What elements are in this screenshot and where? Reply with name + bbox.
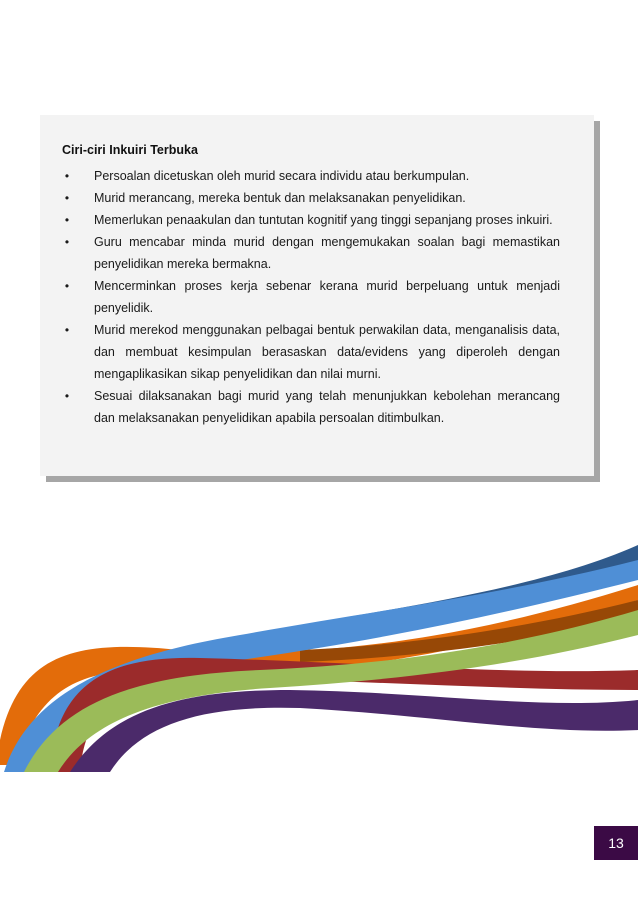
bullet-icon: • [64,279,70,293]
list-item-text: Memerlukan penaakulan dan tuntutan kognitif yang tinggi sepanjang proses inkuiri. [94,213,553,227]
list-item [62,165,560,187]
list-item [62,187,560,209]
list-item [62,209,560,231]
list-item [62,319,560,385]
list-item [62,275,560,319]
list-item [62,385,560,429]
bullet-icon: • [64,323,70,337]
bullet-list [62,165,560,429]
bullet-icon: • [64,169,70,183]
list-item-text: Guru mencabar minda murid dengan mengemukakan soalan bagi memastikan penyelidikan mereka bermakna. [94,235,560,271]
list-item-text: Persoalan dicetuskan oleh murid secara individu atau berkumpulan. [94,169,470,183]
list-item-text: Sesuai dilaksanakan bagi murid yang telah menunjukkan kebolehan merancang dan melaksanakan penyelidikan apabila persoalan ditimbulkan. [94,389,560,425]
bullet-icon: • [64,191,70,205]
bullet-icon: • [64,235,70,249]
list-item-text: Mencerminkan proses kerja sebenar kerana murid berpeluang untuk menjadi penyelidik. [94,279,560,315]
content-box [40,115,594,476]
decorative-ribbons [0,540,638,780]
box-title: Ciri-ciri Inkuiri Terbuka [62,143,198,157]
list-item [62,231,560,275]
page-number: 13 [594,826,638,860]
list-item-text: Murid merancang, mereka bentuk dan melaksanakan penyelidikan. [94,191,466,205]
list-item-text: Murid merekod menggunakan pelbagai bentuk perwakilan data, menganalisis data, dan membuat kesimpulan berasaskan data/evidens yang diperoleh dengan mengaplikasikan sikap penyelidikan dan nilai murni. [94,323,560,381]
bullet-icon: • [64,213,70,227]
bullet-icon: • [64,389,70,403]
